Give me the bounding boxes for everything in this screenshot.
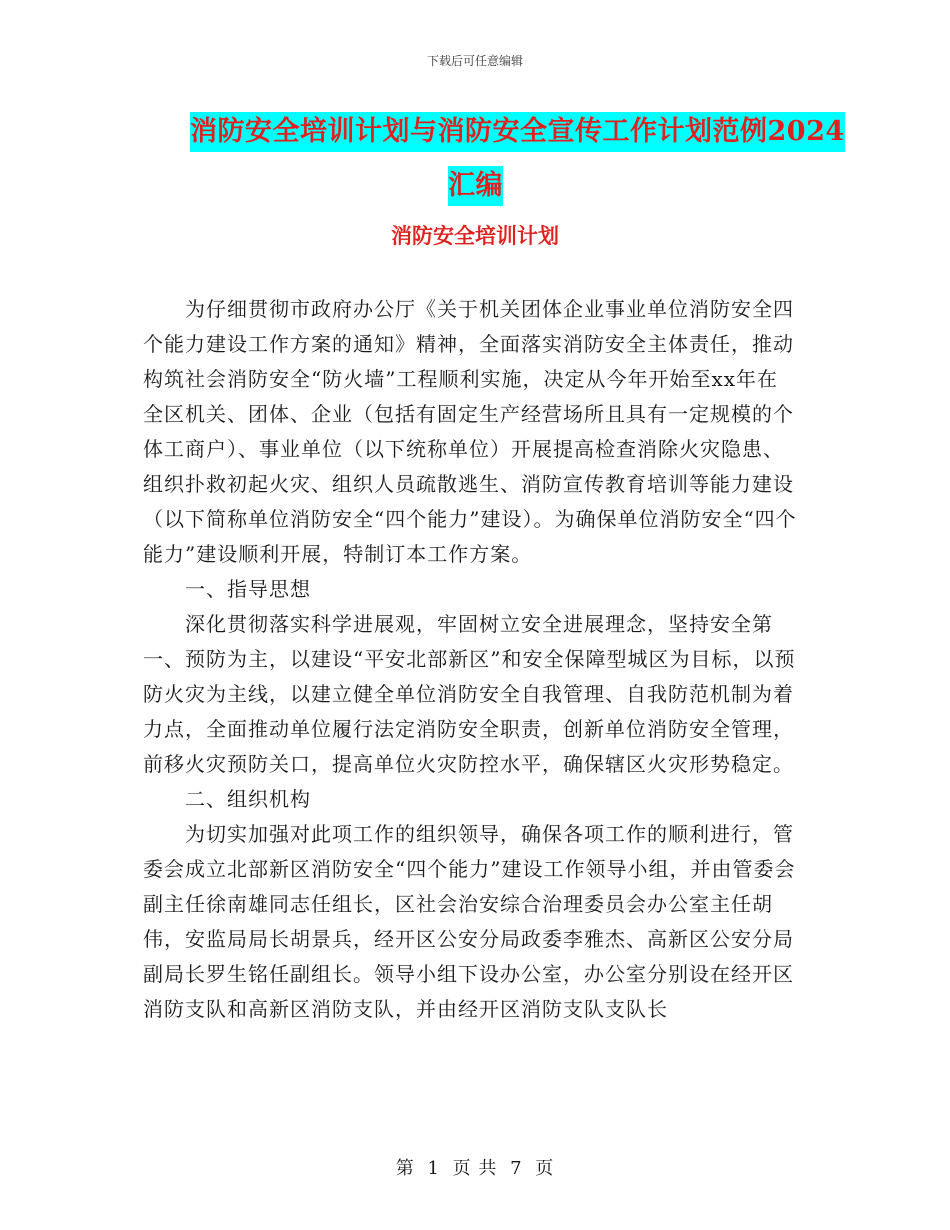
page-footer [0, 1154, 950, 1180]
paragraph-organization: 为切实加强对此项工作的组织领导，确保各项工作的顺利进行，管委会成立北部新区消防安全“四个能力”建设工作领导小组，并由管委会副主任徐南雄同志任组长，区社会治安综合治理委员会办公室主任胡伟，安监局局长胡景兵，经开区公安分局政委李雅杰、高新区公安分局副局长罗生铭任副组长。领导小组下设办公室，办公室分别设在经开区消防支队和高新区消防支队，并由经开区消防支队支队长 [143, 822, 796, 1021]
footer-current-page: 1 [427, 1158, 440, 1179]
title-line-1: 消防安全培训计划与消防安全宣传工作计划范例2024 [190, 112, 845, 152]
footer-total-pages: 7 [510, 1158, 523, 1179]
paragraph-guiding-thought: 深化贯彻落实科学进展观，牢固树立安全进展理念，坚持安全第一、预防为主，以建设“平安北部新区”和安全保障型城区为目标，以预防火灾为主线，以建立健全单位消防安全自我管理、自我防范机制为着力点，全面推动单位履行法定消防安全职责，创新单位消防安全管理，前移火灾预防关口，提高单位火灾防控水平，确保辖区火灾形势稳定。 [143, 612, 796, 776]
footer-mid: 页 共 [452, 1158, 498, 1179]
header-note: 下载后可任意编辑 [426, 54, 523, 68]
footer-suffix: 页 [535, 1158, 555, 1179]
heading-organization: 二、组织机构 [185, 787, 311, 811]
document-body [143, 292, 798, 1027]
document-title [190, 112, 845, 206]
title-line-2: 汇编 [448, 166, 503, 206]
footer-prefix: 第 [395, 1158, 415, 1179]
section-title: 消防安全培训计划 [391, 223, 559, 248]
paragraph-intro: 为仔细贯彻市政府办公厅《关于机关团体企业事业单位消防安全四个能力建设工作方案的通知》精神，全面落实消防安全主体责任，推动构筑社会消防安全“防火墙”工程顺利实施，决定从今年开始至xx年在全区机关、团体、企业（包括有固定生产经营场所且具有一定规模的个体工商户）、事业单位（以下统称单位）开展提高检查消除火灾隐患、组织扑救初起火灾、组织人员疏散逃生、消防宣传教育培训等能力建设（以下简称单位消防安全“四个能力”建设）。为确保单位消防安全“四个能力”建设顺利开展，特制订本工作方案。 [143, 297, 797, 566]
heading-guiding-thought: 一、指导思想 [185, 577, 311, 601]
